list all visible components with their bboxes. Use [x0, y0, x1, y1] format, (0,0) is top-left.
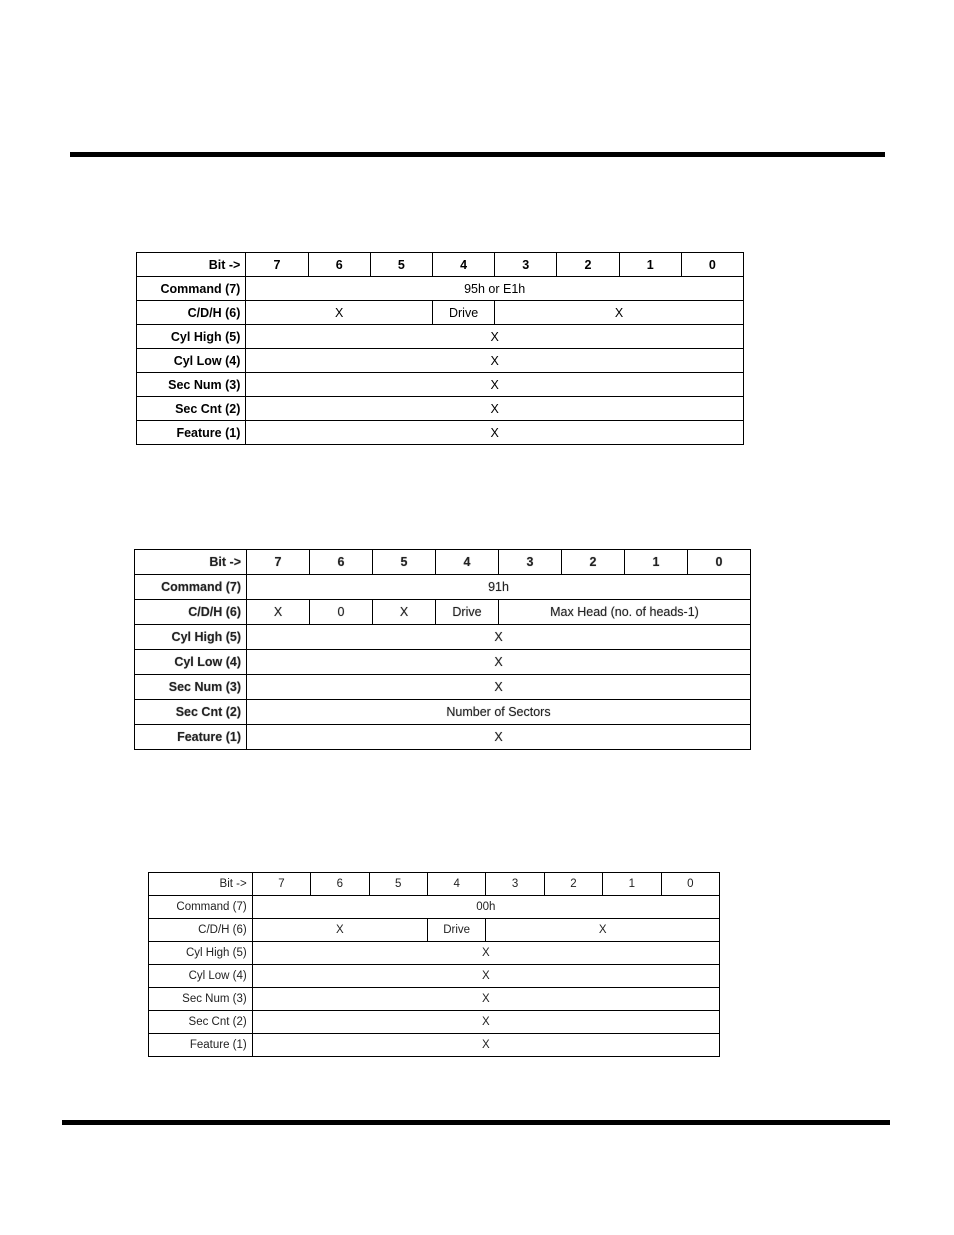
table-row — [149, 965, 720, 988]
cdh-bit-7: X — [247, 600, 310, 625]
row-value: X — [252, 965, 719, 988]
bit-4: 4 — [436, 550, 499, 575]
bit-0: 0 — [681, 253, 743, 277]
row-label: Cyl High (5) — [135, 625, 247, 650]
bottom-rule — [62, 1120, 890, 1125]
command-value: 95h or E1h — [246, 277, 744, 301]
cdh-label: C/D/H (6) — [135, 600, 247, 625]
row-label: Sec Num (3) — [149, 988, 253, 1011]
cdh-label: C/D/H (6) — [149, 919, 253, 942]
table-row — [137, 421, 744, 445]
command-row — [149, 896, 720, 919]
bit-5: 5 — [370, 253, 432, 277]
table-row — [149, 942, 720, 965]
table-row — [135, 675, 751, 700]
row-label: Cyl Low (4) — [149, 965, 253, 988]
cdh-high-bits: X — [246, 301, 433, 325]
bit-0: 0 — [661, 873, 719, 896]
row-value: X — [247, 625, 751, 650]
cdh-drive: Drive — [432, 301, 494, 325]
row-value: X — [252, 1034, 719, 1057]
cdh-row — [137, 301, 744, 325]
bit-header-row — [135, 550, 751, 575]
table-row — [137, 397, 744, 421]
cdh-low-bits: X — [495, 301, 744, 325]
row-value: X — [247, 650, 751, 675]
command-row — [135, 575, 751, 600]
table-row — [135, 725, 751, 750]
command-label: Command (7) — [137, 277, 246, 301]
row-label: Sec Cnt (2) — [135, 700, 247, 725]
command-label: Command (7) — [149, 896, 253, 919]
bit-header-label: Bit -> — [149, 873, 253, 896]
bit-4: 4 — [432, 253, 494, 277]
bit-5: 5 — [373, 550, 436, 575]
cdh-bit-5: X — [373, 600, 436, 625]
bit-3: 3 — [499, 550, 562, 575]
table-row — [135, 650, 751, 675]
row-label: Cyl High (5) — [149, 942, 253, 965]
table-row — [149, 988, 720, 1011]
table-row — [137, 373, 744, 397]
row-value: Number of Sectors — [247, 700, 751, 725]
row-value: X — [246, 373, 744, 397]
table-row — [137, 349, 744, 373]
row-label: Cyl Low (4) — [137, 349, 246, 373]
row-label: Sec Cnt (2) — [149, 1011, 253, 1034]
table-row — [149, 1011, 720, 1034]
row-label: Sec Cnt (2) — [137, 397, 246, 421]
bit-6: 6 — [311, 873, 369, 896]
row-value: X — [246, 349, 744, 373]
command-value: 91h — [247, 575, 751, 600]
bit-7: 7 — [246, 253, 308, 277]
bit-7: 7 — [247, 550, 310, 575]
bit-5: 5 — [369, 873, 427, 896]
row-label: Feature (1) — [149, 1034, 253, 1057]
bit-6: 6 — [308, 253, 370, 277]
bit-header-label: Bit -> — [135, 550, 247, 575]
bit-header-row — [137, 253, 744, 277]
bit-2: 2 — [544, 873, 602, 896]
table-row — [137, 325, 744, 349]
table-row — [149, 1034, 720, 1057]
cdh-bit-6: 0 — [310, 600, 373, 625]
command-row — [137, 277, 744, 301]
table-row — [135, 700, 751, 725]
cdh-low-bits: X — [486, 919, 720, 942]
bit-1: 1 — [625, 550, 688, 575]
command-label: Command (7) — [135, 575, 247, 600]
bit-header-label: Bit -> — [137, 253, 246, 277]
table-row — [135, 625, 751, 650]
bit-7: 7 — [252, 873, 310, 896]
cdh-max-head: Max Head (no. of heads-1) — [499, 600, 751, 625]
cdh-drive: Drive — [427, 919, 485, 942]
row-value: X — [247, 675, 751, 700]
row-label: Feature (1) — [137, 421, 246, 445]
cdh-label: C/D/H (6) — [137, 301, 246, 325]
row-value: X — [252, 942, 719, 965]
row-value: X — [246, 325, 744, 349]
bit-3: 3 — [495, 253, 557, 277]
row-value: X — [252, 1011, 719, 1034]
bit-header-row — [149, 873, 720, 896]
row-label: Sec Num (3) — [137, 373, 246, 397]
row-value: X — [246, 397, 744, 421]
register-table-1 — [136, 252, 744, 445]
bit-1: 1 — [603, 873, 661, 896]
register-table-3 — [148, 872, 720, 1057]
bit-3: 3 — [486, 873, 544, 896]
cdh-high-bits: X — [252, 919, 427, 942]
row-label: Sec Num (3) — [135, 675, 247, 700]
cdh-row — [135, 600, 751, 625]
row-label: Feature (1) — [135, 725, 247, 750]
cdh-drive: Drive — [436, 600, 499, 625]
cdh-row — [149, 919, 720, 942]
bit-0: 0 — [688, 550, 751, 575]
bit-2: 2 — [557, 253, 619, 277]
row-value: X — [247, 725, 751, 750]
top-rule — [70, 152, 885, 157]
bit-6: 6 — [310, 550, 373, 575]
command-value: 00h — [252, 896, 719, 919]
row-value: X — [252, 988, 719, 1011]
bit-1: 1 — [619, 253, 681, 277]
register-table-2 — [134, 549, 751, 750]
row-label: Cyl Low (4) — [135, 650, 247, 675]
row-value: X — [246, 421, 744, 445]
row-label: Cyl High (5) — [137, 325, 246, 349]
bit-2: 2 — [562, 550, 625, 575]
bit-4: 4 — [427, 873, 485, 896]
